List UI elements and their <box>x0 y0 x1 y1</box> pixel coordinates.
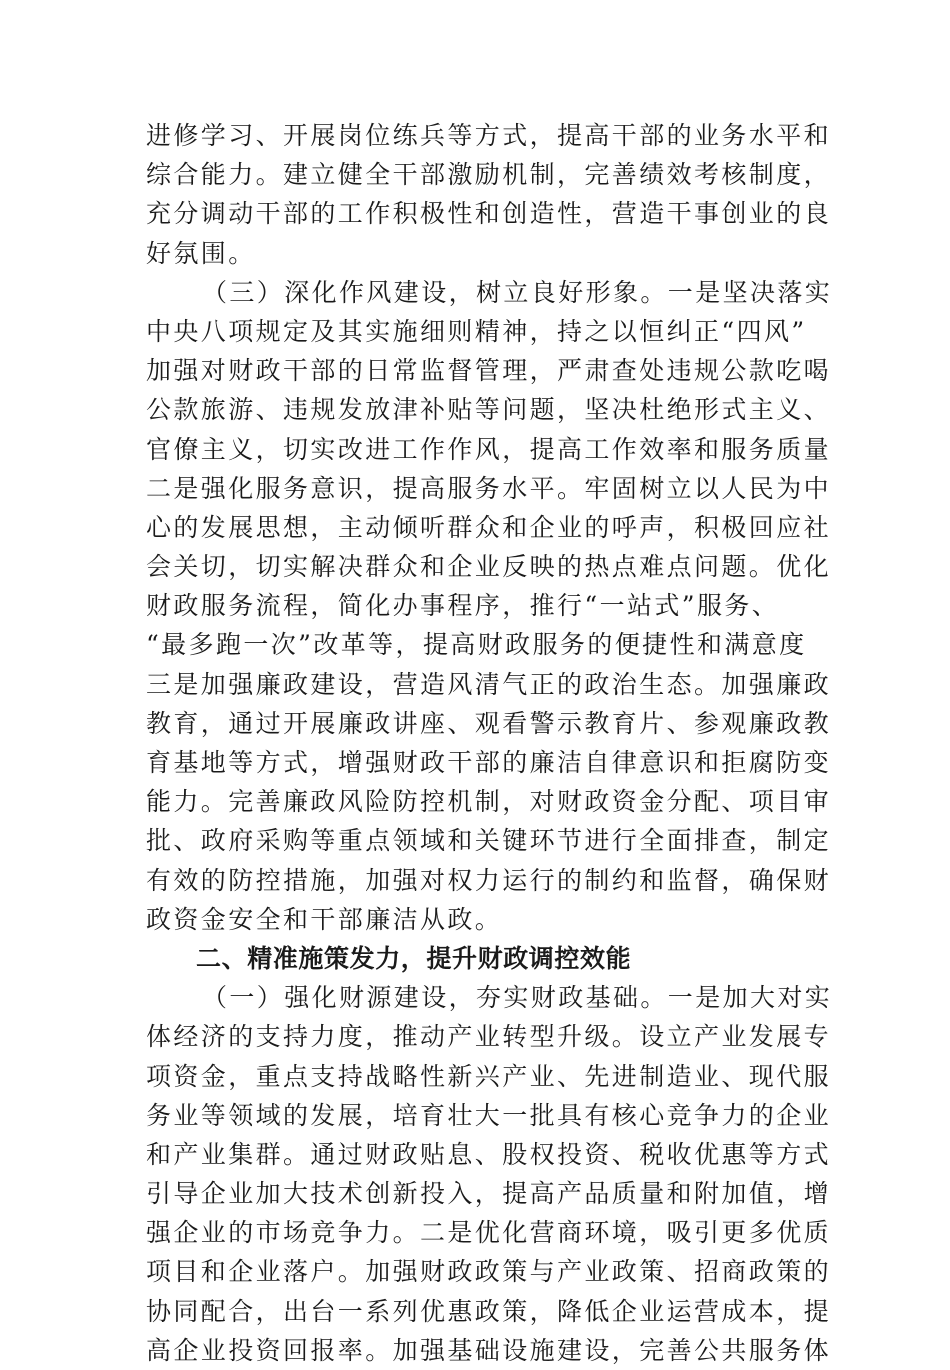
text-line: 三是加强廉政建设，营造风清气正的政治生态。加强廉政 <box>146 669 832 699</box>
text-line: 批、政府采购等重点领域和关键环节进行全面排查，制定 <box>146 826 832 856</box>
text-line: 协同配合，出台一系列优惠政策，降低企业运营成本，提 <box>146 1296 832 1326</box>
text-line: 综合能力。建立健全干部激励机制，完善绩效考核制度， <box>146 160 832 190</box>
text-line: 引导企业加大技术创新投入，提高产品质量和附加值，增 <box>146 1179 832 1209</box>
text-line: 政资金安全和干部廉洁从政。 <box>146 904 503 934</box>
text-line: 进修学习、开展岗位练兵等方式，提高干部的业务水平和 <box>146 121 832 150</box>
text-line: 务业等领域的发展，培育壮大一批具有核心竞争力的企业 <box>146 1100 832 1130</box>
text-line: 中央八项规定及其实施细则精神，持之以恒纠正“四风” <box>146 316 807 346</box>
text-line: 项目和企业落户。加强财政政策与产业政策、招商政策的 <box>146 1257 832 1287</box>
text-line: 高企业投资回报率。加强基础设施建设，完善公共服务体 <box>146 1335 832 1365</box>
document-body <box>146 116 833 1370</box>
text-line: 加强对财政干部的日常监督管理，严肃查处违规公款吃喝 <box>146 356 832 386</box>
text-line: 强企业的市场竞争力。二是优化营商环境，吸引更多优质 <box>146 1218 832 1248</box>
text-line: 官僚主义，切实改进工作作风，提高工作效率和服务质量 <box>146 434 832 464</box>
text-line: 二是强化服务意识，提高服务水平。牢固树立以人民为中 <box>146 473 832 503</box>
section-heading: 二、精准施策发力，提升财政调控效能 <box>196 943 632 973</box>
text-line: 公款旅游、违规发放津补贴等问题，坚决杜绝形式主义、 <box>146 395 832 425</box>
text-line: 体经济的支持力度，推动产业转型升级。设立产业发展专 <box>146 1022 832 1052</box>
text-line: “最多跑一次”改革等，提高财政服务的便捷性和满意度 <box>146 630 807 660</box>
text-line: 心的发展思想，主动倾听群众和企业的呼声，积极回应社 <box>146 512 832 542</box>
text-line: 会关切，切实解决群众和企业反映的热点难点问题。优化 <box>146 552 832 582</box>
text-line: 有效的防控措施，加强对权力运行的制约和监督，确保财 <box>146 865 832 895</box>
text-line: 充分调动干部的工作积极性和创造性，营造干事创业的良 <box>146 199 832 229</box>
text-line: 和产业集群。通过财政贴息、股权投资、税收优惠等方式 <box>146 1139 832 1169</box>
text-line: 教育，通过开展廉政讲座、观看警示教育片、参观廉政教 <box>146 708 832 738</box>
text-line: （三）深化作风建设，树立良好形象。一是坚决落实 <box>202 277 833 307</box>
text-line: 财政服务流程，简化办事程序，推行“一站式”服务、 <box>146 591 780 621</box>
text-line: 育基地等方式，增强财政干部的廉洁自律意识和拒腐防变 <box>146 748 832 777</box>
text-line: 项资金，重点支持战略性新兴产业、先进制造业、现代服 <box>146 1061 832 1091</box>
text-line: 好氛围。 <box>146 238 256 268</box>
text-line: 能力。完善廉政风险防控机制，对财政资金分配、项目审 <box>146 787 832 817</box>
text-line: （一）强化财源建设，夯实财政基础。一是加大对实 <box>202 983 833 1013</box>
